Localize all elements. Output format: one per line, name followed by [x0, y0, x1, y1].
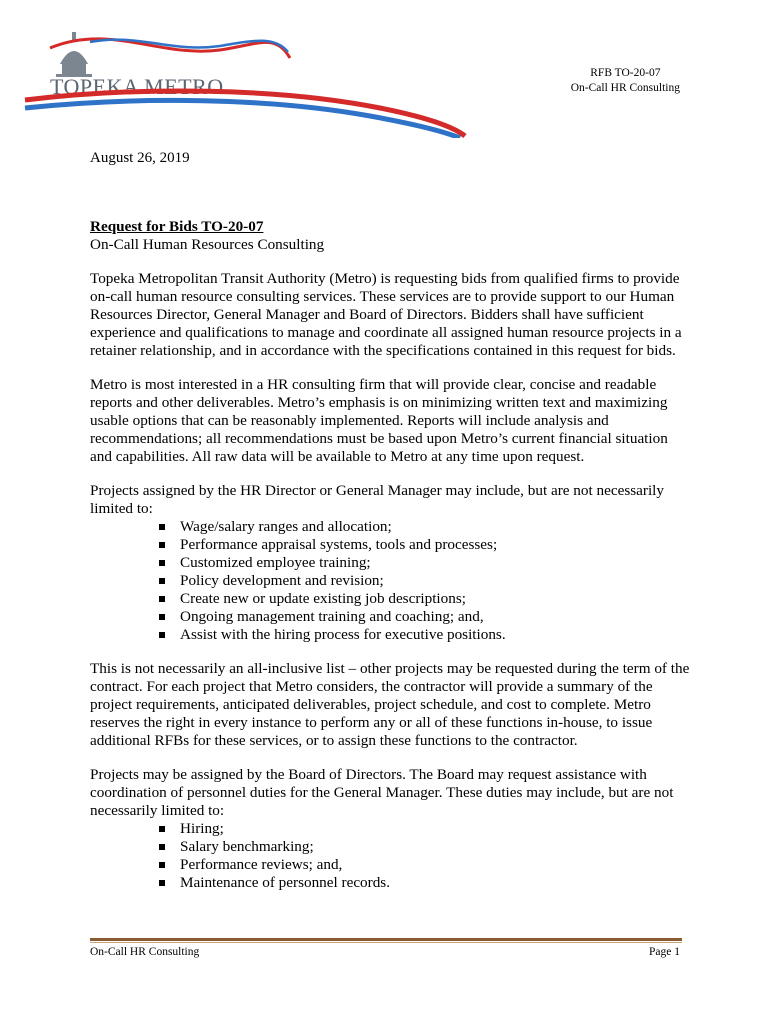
footer-divider-thin — [90, 942, 682, 943]
list-item: Assist with the hiring process for executive positions. — [157, 626, 690, 644]
list-item: Create new or update existing job descriptions; — [157, 590, 690, 608]
logo-text: TOPEKA METRO — [50, 74, 224, 99]
list-item: Hiring; — [157, 820, 690, 838]
paragraph-inclusive: This is not necessarily an all-inclusive list – other projects may be requested during the term of the contract. For each project that Metro considers, the contractor will provide a summary of the project requirements, anticipated deliverables, project schedule, and cost to complete. Metro reserves the right in every instance to perform any or all of these functions in-house, to issue additional RFBs for these services, or to assign these functions to the contractor. — [90, 660, 690, 749]
list-item: Performance appraisal systems, tools and processes; — [157, 536, 690, 554]
list-item: Salary benchmarking; — [157, 838, 690, 856]
board-duties-list — [90, 820, 690, 892]
letter-date: August 26, 2019 — [90, 150, 190, 166]
document-title: Request for Bids TO-20-07 — [90, 218, 264, 235]
rfb-number: RFB TO-20-07 — [590, 67, 661, 79]
list-item: Policy development and revision; — [157, 572, 690, 590]
header-subtitle: On-Call HR Consulting — [570, 82, 680, 94]
paragraph-intro: Topeka Metropolitan Transit Authority (Metro) is requesting bids from qualified firms to provide on-call human resource consulting services. These services are to provide support to our Human Resources Director, General Manager and Board of Directors. Bidders shall have sufficient experience and qualifications to manage and coordinate all assigned human resource projects in a retainer relationship, and in accordance with the specifications contained in this request for bids. — [90, 270, 682, 359]
document-subtitle: On-Call Human Resources Consulting — [90, 236, 325, 253]
document-body — [90, 218, 690, 892]
paragraph-board: Projects may be assigned by the Board of Directors. The Board may request assistance with coordination of personnel duties for the General Manager. These duties may include, but are not necessarily limited to: — [90, 766, 674, 819]
list-item: Ongoing management training and coaching; and, — [157, 608, 690, 626]
paragraph-projects-hr: Projects assigned by the HR Director or General Manager may include, but are not necessarily limited to: — [90, 482, 664, 517]
footer-divider — [90, 938, 682, 941]
footer-title: On-Call HR Consulting — [90, 946, 200, 958]
topeka-metro-logo — [20, 28, 470, 138]
page-number: Page 1 — [649, 946, 680, 958]
list-item: Customized employee training; — [157, 554, 690, 572]
blue-swoosh-bottom — [25, 100, 460, 138]
list-item: Maintenance of personnel records. — [157, 874, 690, 892]
list-item: Wage/salary ranges and allocation; — [157, 518, 690, 536]
header-reference — [571, 66, 680, 96]
project-list — [90, 518, 690, 644]
paragraph-interest: Metro is most interested in a HR consulting firm that will provide clear, concise and readable reports and other deliverables. Metro’s emphasis is on minimizing written text and maximizing usable options that can be reasonably implemented. Reports will include analysis and recommendations; all recommendations must be based upon Metro’s current financial situation and capabilities. All raw data will be available to Metro at any time upon request. — [90, 376, 668, 465]
list-item: Performance reviews; and, — [157, 856, 690, 874]
